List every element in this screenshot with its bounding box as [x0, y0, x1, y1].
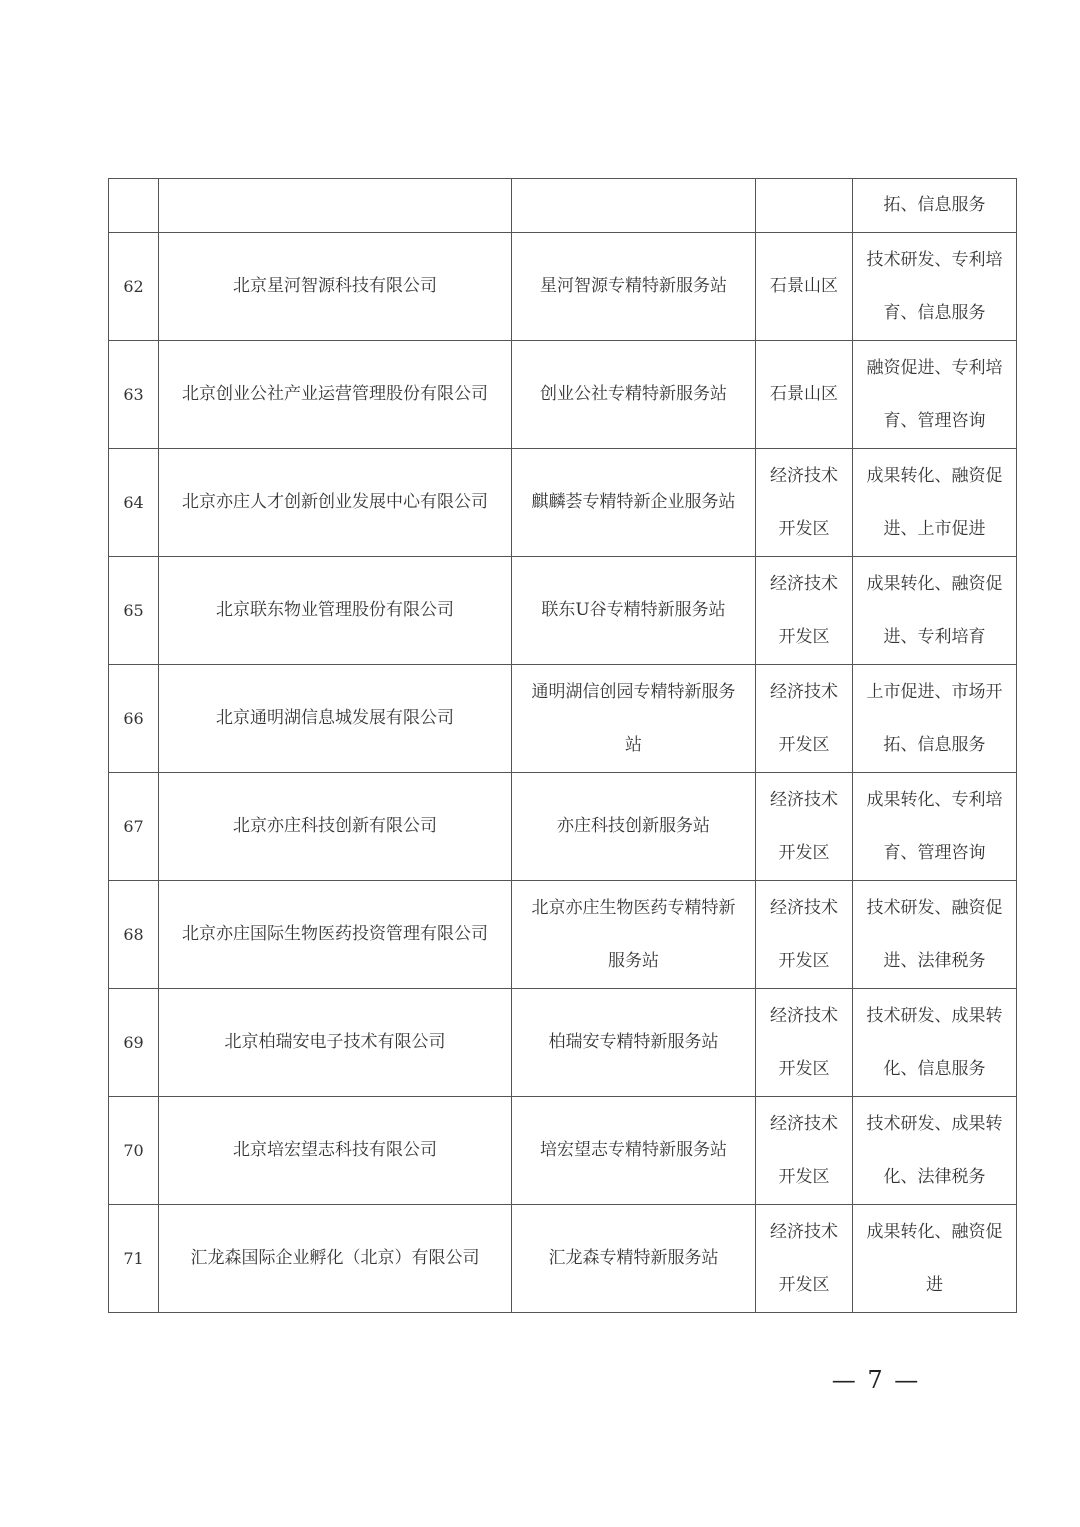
station-cell: 星河智源专精特新服务站: [512, 233, 756, 341]
district-cell: 经济技术开发区: [756, 665, 853, 773]
services-cell: 融资促进、专利培育、管理咨询: [853, 341, 1017, 449]
company-cell: [159, 179, 512, 233]
station-cell: 亦庄科技创新服务站: [512, 773, 756, 881]
services-cell: 拓、信息服务: [853, 179, 1017, 233]
table-row: [109, 989, 1017, 1097]
station-cell: [512, 179, 756, 233]
services-cell: 上市促进、市场开拓、信息服务: [853, 665, 1017, 773]
table-row-continuation: [109, 179, 1017, 233]
services-cell: 成果转化、融资促进、上市促进: [853, 449, 1017, 557]
row-number-cell: 66: [109, 665, 159, 773]
station-cell: 麒麟荟专精特新企业服务站: [512, 449, 756, 557]
services-cell: 技术研发、成果转化、信息服务: [853, 989, 1017, 1097]
station-cell: 联东U谷专精特新服务站: [512, 557, 756, 665]
district-cell: 经济技术开发区: [756, 449, 853, 557]
table-row: [109, 557, 1017, 665]
row-number-cell: 65: [109, 557, 159, 665]
district-cell: 经济技术开发区: [756, 1097, 853, 1205]
district-cell: 石景山区: [756, 341, 853, 449]
table-row: [109, 1205, 1017, 1313]
company-cell: 北京创业公社产业运营管理股份有限公司: [159, 341, 512, 449]
row-number-cell: 62: [109, 233, 159, 341]
row-number-cell: 69: [109, 989, 159, 1097]
row-number-cell: 67: [109, 773, 159, 881]
services-cell: 成果转化、融资促进、专利培育: [853, 557, 1017, 665]
row-number-cell: 68: [109, 881, 159, 989]
station-cell: 培宏望志专精特新服务站: [512, 1097, 756, 1205]
company-cell: 北京亦庄科技创新有限公司: [159, 773, 512, 881]
company-cell: 北京星河智源科技有限公司: [159, 233, 512, 341]
station-cell: 柏瑞安专精特新服务站: [512, 989, 756, 1097]
company-cell: 北京联东物业管理股份有限公司: [159, 557, 512, 665]
row-number-cell: 70: [109, 1097, 159, 1205]
services-cell: 成果转化、融资促进: [853, 1205, 1017, 1313]
company-cell: 北京通明湖信息城发展有限公司: [159, 665, 512, 773]
services-cell: 技术研发、专利培育、信息服务: [853, 233, 1017, 341]
row-number-cell: 71: [109, 1205, 159, 1313]
district-cell: [756, 179, 853, 233]
station-cell: 通明湖信创园专精特新服务站: [512, 665, 756, 773]
table-row: [109, 665, 1017, 773]
page-number: — 7 —: [831, 1366, 921, 1394]
district-cell: 石景山区: [756, 233, 853, 341]
district-cell: 经济技术开发区: [756, 1205, 853, 1313]
station-cell: 汇龙森专精特新服务站: [512, 1205, 756, 1313]
table-row: [109, 1097, 1017, 1205]
row-number-cell: 63: [109, 341, 159, 449]
table-row: [109, 449, 1017, 557]
company-cell: 北京柏瑞安电子技术有限公司: [159, 989, 512, 1097]
table-row: [109, 881, 1017, 989]
services-cell: 技术研发、融资促进、法律税务: [853, 881, 1017, 989]
services-cell: 成果转化、专利培育、管理咨询: [853, 773, 1017, 881]
row-number-cell: 64: [109, 449, 159, 557]
company-cell: 北京培宏望志科技有限公司: [159, 1097, 512, 1205]
company-cell: 汇龙森国际企业孵化（北京）有限公司: [159, 1205, 512, 1313]
district-cell: 经济技术开发区: [756, 557, 853, 665]
table-row: [109, 233, 1017, 341]
district-cell: 经济技术开发区: [756, 773, 853, 881]
service-station-table: [108, 178, 1017, 1313]
district-cell: 经济技术开发区: [756, 989, 853, 1097]
station-cell: 北京亦庄生物医药专精特新服务站: [512, 881, 756, 989]
table-row: [109, 773, 1017, 881]
company-cell: 北京亦庄国际生物医药投资管理有限公司: [159, 881, 512, 989]
services-cell: 技术研发、成果转化、法律税务: [853, 1097, 1017, 1205]
table-row: [109, 341, 1017, 449]
station-cell: 创业公社专精特新服务站: [512, 341, 756, 449]
row-number-cell: [109, 179, 159, 233]
district-cell: 经济技术开发区: [756, 881, 853, 989]
company-cell: 北京亦庄人才创新创业发展中心有限公司: [159, 449, 512, 557]
